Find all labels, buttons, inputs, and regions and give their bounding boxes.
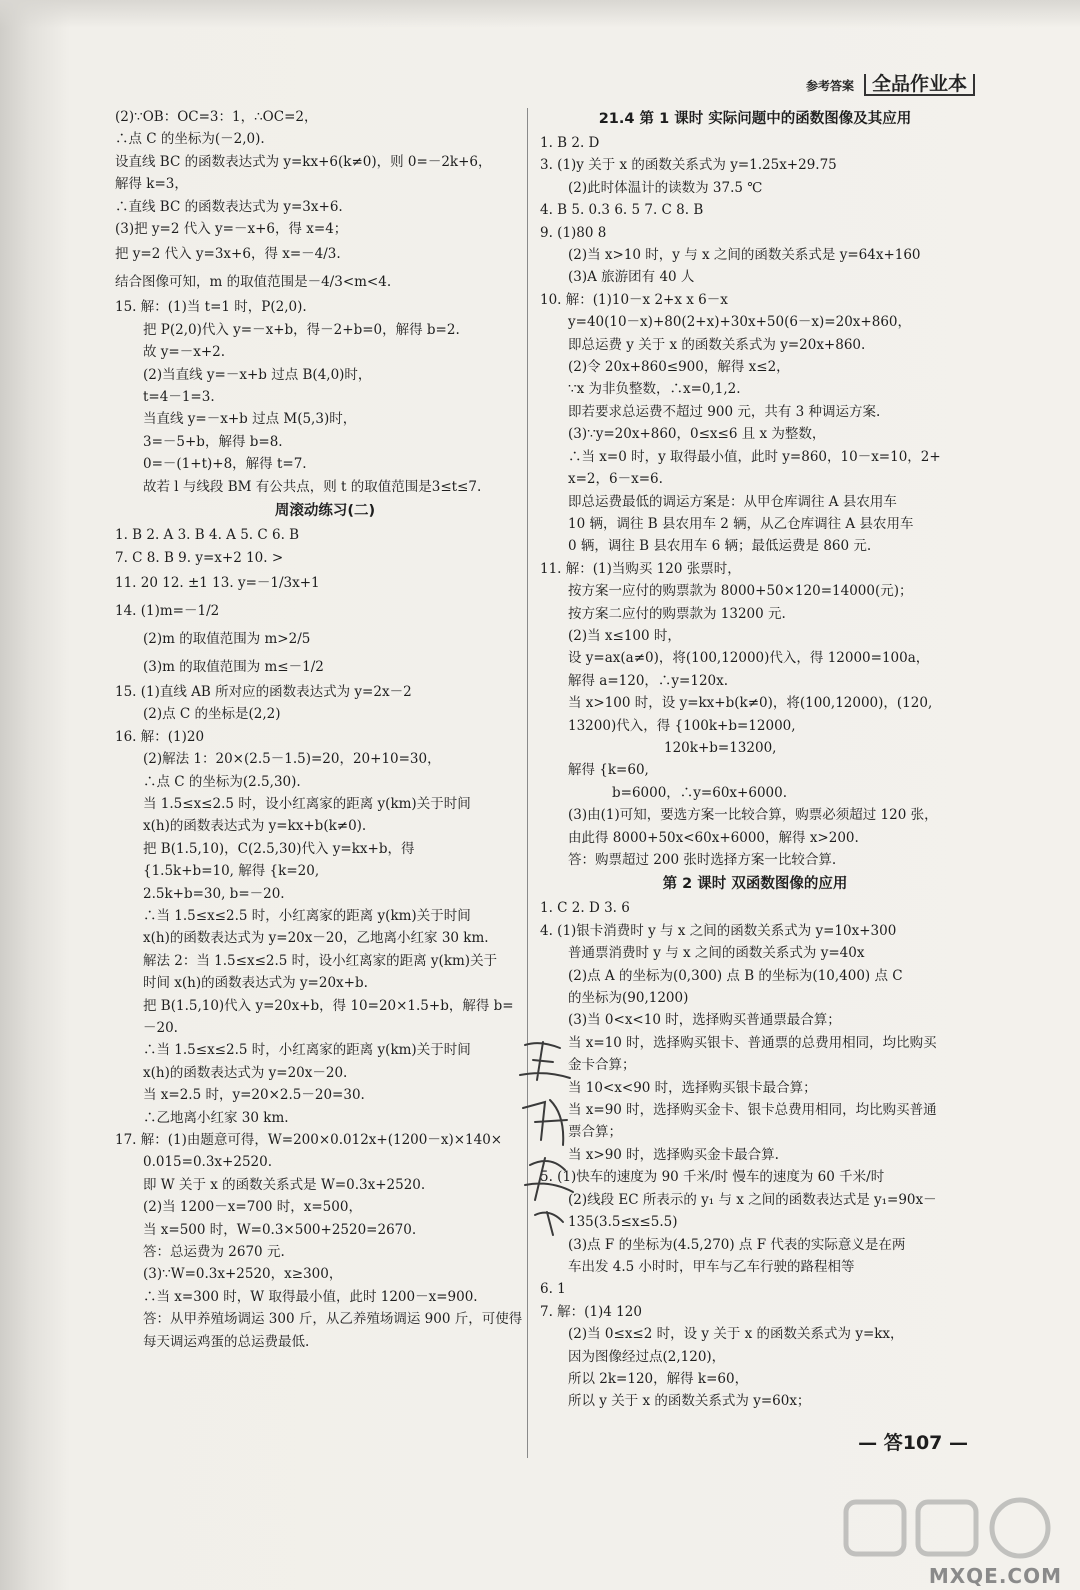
- text-line: 15. 解：(1)当 t=1 时，P(2,0).: [115, 299, 307, 316]
- text-line: 把 B(1.5,10)代入 y=20x+b，得 10=20×1.5+b，解得 b=: [143, 997, 514, 1014]
- text-line: 即若要求总运费不超过 900 元，共有 3 种调运方案.: [568, 403, 881, 420]
- text-line: 解法 2：当 1.5≤x≤2.5 时，设小红离家的距离 y(km)关于: [143, 952, 498, 969]
- text-line: ∴点 C 的坐标为(－2,0).: [115, 131, 265, 148]
- page-number: — 答107 —: [858, 1432, 968, 1454]
- text-line: 当 x=90 时，选择购买金卡、银卡总费用相同，均比购买普通: [568, 1102, 937, 1119]
- text-line: 故 y=－x+2.: [143, 344, 226, 361]
- top-edge-shadow: [0, 0, 1080, 28]
- text-line: 16. 解：(1)20: [115, 728, 205, 745]
- text-line: 0 辆，调往 B 县农用车 6 辆；最低运费是 860 元.: [568, 538, 872, 555]
- text-line: 4. B 5. 0.3 6. 5 7. C 8. B: [540, 202, 704, 219]
- text-line: 时间 x(h)的函数表达式为 y=20x+b.: [143, 975, 368, 992]
- left-column: [115, 106, 535, 1353]
- text-line: 金卡合算；: [568, 1057, 636, 1074]
- text-line: 车出发 4.5 小时时，甲车与乙车行驶的路程相等: [568, 1258, 855, 1275]
- text-line: (3)∵y=20x+860，0≤x≤6 且 x 为整数，: [568, 426, 826, 443]
- text-line: 135(3.5≤x≤5.5): [568, 1214, 678, 1231]
- text-line: (3)当 0<x<10 时，选择购买普通票最合算；: [568, 1012, 841, 1029]
- binding-shadow: [0, 0, 70, 1590]
- text-line: 按方案一应付的购票款为 8000+50×120=14000(元)；: [568, 583, 913, 600]
- text-line: 当 x>90 时，选择购买金卡最合算.: [568, 1146, 779, 1163]
- text-line: (3)m 的取值范围为 m≤－1/2: [143, 658, 324, 675]
- text-line: 1. C 2. D 3. 6: [540, 900, 630, 917]
- text-line: 所以 y 关于 x 的函数关系式为 y=60x；: [568, 1393, 811, 1410]
- text-line: ∴当 1.5≤x≤2.5 时，小红离家的距离 y(km)关于时间: [143, 1042, 471, 1059]
- text-line: 7. C 8. B 9. y=x+2 10. >: [115, 549, 284, 566]
- equation-system: {1.5k+b=10, 解得 {k=20,: [143, 863, 320, 880]
- text-line: (2)解法 1：20×(2.5－1.5)=20，20+10=30，: [143, 751, 441, 768]
- text-line: 所以 2k=120，解得 k=60，: [568, 1370, 749, 1387]
- text-line: (3)A 旅游团有 40 人: [568, 269, 695, 286]
- text-line: 10 辆，调往 B 县农用车 2 辆，从乙仓库调往 A 县农用车: [568, 515, 914, 532]
- text-line: 0.015=0.3x+2520.: [143, 1154, 273, 1171]
- text-line: 3=－5+b，解得 b=8.: [143, 433, 283, 450]
- text-line: 当 x=10 时，选择购买银卡、普通票的总费用相同，均比购买: [568, 1034, 937, 1051]
- text-line: 当 x=500 时，W=0.3×500+2520=2670.: [143, 1221, 417, 1238]
- text-line: y=40(10－x)+80(2+x)+30x+50(6－x)=20x+860，: [568, 314, 911, 331]
- text-line: ∴点 C 的坐标为(2.5,30).: [143, 773, 301, 790]
- text-line: 9. (1)80 8: [540, 224, 607, 241]
- text-line: －20.: [143, 1020, 178, 1036]
- text-line: (3)由(1)可知，要选方案一比较合算，购票必须超过 120 张，: [568, 807, 938, 824]
- text-line: (2)m 的取值范围为 m>2/5: [143, 630, 311, 647]
- watermark-text: MXQE.COM: [928, 1564, 1062, 1588]
- text-line: (2)线段 EC 所表示的 y₁ 与 x 之间的函数表达式是 y₁=90x－: [568, 1191, 937, 1208]
- text-line: 4. (1)银卡消费时 y 与 x 之间的函数关系式为 y=10x+300: [540, 922, 897, 939]
- page-header: [806, 74, 975, 96]
- text-line: 7. 解：(1)4 120: [540, 1303, 642, 1320]
- text-line: (2)当 x≤100 时，: [568, 627, 681, 644]
- text-line: 结合图像可知，m 的取值范围是－4/3<m<4.: [115, 274, 392, 291]
- text-line: 当直线 y=－x+b 过点 M(5,3)时，: [143, 411, 357, 428]
- text-line: 1. B 2. D: [540, 135, 600, 151]
- text-line: ∵x 为非负整数，∴x=0,1,2.: [568, 381, 741, 398]
- text-line: 即 W 关于 x 的函数关系式是 W=0.3x+2520.: [143, 1176, 426, 1193]
- text-line: 15. (1)直线 AB 所对应的函数表达式为 y=2x－2: [115, 683, 412, 700]
- text-line: 14. (1)m=－1/2: [115, 602, 220, 619]
- text-line: 即总运费 y 关于 x 的函数关系式为 y=20x+860.: [568, 336, 866, 353]
- text-line: x(h)的函数表达式为 y=20x－20.: [143, 1064, 348, 1081]
- equation-system: 13200)代入，得 {100k+b=12000,: [568, 717, 796, 734]
- text-line: 当 x>100 时，设 y=kx+b(k≠0)，将(100,12000)，(120,: [568, 695, 933, 712]
- section-title: 周滚动练习(二): [274, 503, 376, 520]
- text-line: 由此得 8000+50x<60x+6000，解得 x>200.: [568, 829, 859, 846]
- text-line: (2)点 C 的坐标是(2,2): [143, 706, 281, 723]
- text-line: 的坐标为(90,1200): [568, 990, 689, 1007]
- section-title: 第 2 课时 双函数图像的应用: [662, 876, 848, 893]
- text-line: 6. 1: [540, 1281, 566, 1298]
- text-line: 票合算；: [568, 1124, 622, 1141]
- text-line: 解得 a=120，∴y=120x.: [568, 672, 729, 689]
- handwritten-scribble: [505, 1030, 595, 1240]
- text-line: 3. (1)y 关于 x 的函数关系式为 y=1.25x+29.75: [540, 157, 837, 174]
- text-line: 17. 解：(1)由题意可得，W=200×0.012x+(1200－x)×140×: [115, 1132, 503, 1149]
- text-line: 当 x=2.5 时，y=20×2.5－20=30.: [143, 1087, 365, 1104]
- text-line: 1. B 2. A 3. B 4. A 5. C 6. B: [115, 527, 300, 544]
- section-title: 21.4 第 1 课时 实际问题中的函数图像及其应用: [598, 111, 912, 127]
- text-line: ∴当 1.5≤x≤2.5 时，小红离家的距离 y(km)关于时间: [143, 907, 471, 924]
- text-line: 按方案二应付的购票款为 13200 元.: [568, 605, 786, 622]
- brand-title: 全品作业本: [864, 74, 975, 96]
- text-line: (3)把 y=2 代入 y=－x+6，得 x=4；: [115, 221, 348, 238]
- text-line: (2)点 A 的坐标为(0,300) 点 B 的坐标为(10,400) 点 C: [568, 967, 903, 984]
- equation-system: 解得 {k=60,: [568, 762, 649, 779]
- equation-system: 120k+b=13200,: [664, 739, 777, 756]
- text-line: 设 y=ax(a≠0)，将(100,12000)代入，得 12000=100a，: [568, 650, 930, 667]
- text-line: (2)当 0≤x≤2 时，设 y 关于 x 的函数关系式为 y=kx，: [568, 1326, 904, 1343]
- text-line: 解得 k=3，: [115, 176, 188, 193]
- text-line: 设直线 BC 的函数表达式为 y=kx+6(k≠0)，则 0=－2k+6，: [115, 153, 492, 170]
- text-line: 答：购票超过 200 张时选择方案一比较合算.: [568, 852, 837, 868]
- text-line: 答：从甲养殖场调运 300 斤，从乙养殖场调运 900 斤，可使得: [143, 1311, 523, 1328]
- text-line: ∴当 x=0 时，y 取得最小值，此时 y=860，10－x=10，2+: [568, 448, 941, 465]
- text-line: 把 P(2,0)代入 y=－x+b，得－2+b=0，解得 b=2.: [143, 321, 460, 338]
- text-line: 把 y=2 代入 y=3x+6，得 x=－4/3.: [115, 246, 341, 263]
- text-line: 即总运费最低的调运方案是：从甲仓库调往 A 县农用车: [568, 493, 897, 510]
- text-line: (3)∵W=0.3x+2520，x≥300，: [143, 1266, 343, 1283]
- text-line: (2)∵OB：OC=3：1，∴OC=2，: [115, 109, 318, 125]
- text-line: 因为图像经过点(2,120)，: [568, 1348, 726, 1365]
- text-line: x(h)的函数表达式为 y=20x－20，乙地离小红家 30 km.: [143, 930, 489, 947]
- text-line: (2)令 20x+860≤900，解得 x≤2，: [568, 359, 790, 376]
- text-line: 10. 解：(1)10－x 2+x x 6－x: [540, 291, 728, 308]
- text-line: ∴乙地离小红家 30 km.: [143, 1109, 289, 1126]
- equation-system: 2.5k+b=30, b=－20.: [143, 885, 285, 902]
- right-column: [540, 106, 970, 1413]
- text-line: 普通票消费时 y 与 x 之间的函数关系式为 y=40x: [568, 945, 865, 962]
- text-line: (2)此时体温计的读数为 37.5 ℃: [568, 179, 763, 196]
- text-line: 每天调运鸡蛋的总运费最低.: [143, 1333, 310, 1350]
- text-line: 当 1.5≤x≤2.5 时，设小红离家的距离 y(km)关于时间: [143, 795, 471, 812]
- text-line: 11. 20 12. ±1 13. y=－1/3x+1: [115, 574, 320, 591]
- text-line: 5. (1)快车的速度为 90 千米/时 慢车的速度为 60 千米/时: [540, 1169, 885, 1186]
- text-line: 11. 解：(1)当购买 120 张票时，: [540, 560, 741, 577]
- text-line: 答：总运费为 2670 元.: [143, 1244, 285, 1261]
- text-line: 把 B(1.5,10)，C(2.5,30)代入 y=kx+b，得: [143, 840, 415, 857]
- text-line: 0=－(1+t)+8，解得 t=7.: [143, 456, 307, 473]
- text-line: (3)点 F 的坐标为(4.5,270) 点 F 代表的实际意义是在两: [568, 1236, 906, 1253]
- text-line: t=4－1=3.: [143, 389, 215, 406]
- text-line: 当 10<x<90 时，选择购买银卡最合算；: [568, 1079, 817, 1096]
- text-line: x(h)的函数表达式为 y=kx+b(k≠0).: [143, 818, 367, 835]
- text-line: ∴直线 BC 的函数表达式为 y=3x+6.: [115, 198, 343, 215]
- text-line: (2)当直线 y=－x+b 过点 B(4,0)时，: [143, 366, 372, 383]
- text-line: x=2，6－x=6.: [568, 471, 663, 488]
- text-line: 故若 l 与线段 BM 有公共点，则 t 的取值范围是3≤t≤7.: [143, 478, 482, 495]
- reference-answer-label: 参考答案: [805, 78, 854, 93]
- text-line: ∴当 x=300 时，W 取得最小值，此时 1200－x=900.: [143, 1288, 478, 1305]
- text-line: (2)当 x>10 时，y 与 x 之间的函数关系式是 y=64x+160: [568, 247, 921, 264]
- text-line: (2)当 1200－x=700 时，x=500，: [143, 1199, 362, 1216]
- equation-system: b=6000，∴y=60x+6000.: [612, 784, 787, 801]
